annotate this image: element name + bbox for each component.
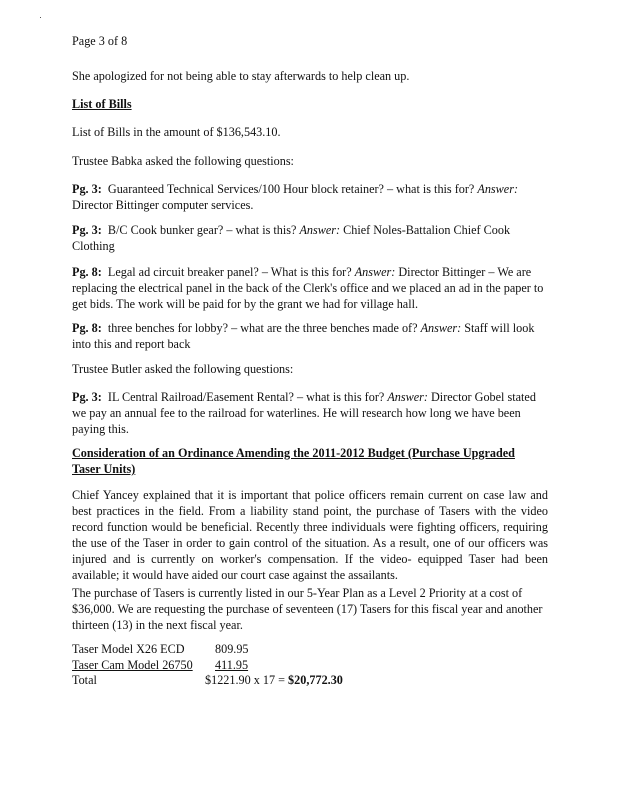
item-name: Taser Cam Model 26750 — [72, 657, 193, 672]
question-text: Guaranteed Technical Services/100 Hour block retainer? – what is this for? — [107, 182, 475, 196]
bills-amount-text: List of Bills in the amount of $136,543.10. — [72, 125, 281, 139]
table-row — [72, 657, 372, 673]
page-ref: Pg. 8: — [72, 321, 102, 335]
answer-text: Chief Noles-Battalion Chief Cook Clothing — [72, 223, 511, 253]
question-item — [72, 181, 548, 213]
table-row — [72, 641, 372, 657]
page-ref: Pg. 3: — [72, 390, 102, 404]
intro-paragraph: She apologized for not being able to stay afterwards to help clean up. — [72, 69, 410, 83]
question-item — [72, 389, 548, 437]
item-price: 411.95 — [215, 657, 249, 672]
ordinance-heading: Consideration of an Ordinance Amending the 2011-2012 Budget (Purchase Upgraded Taser Units) — [72, 446, 515, 476]
question-item — [72, 264, 548, 312]
page-ref: Pg. 3: — [72, 182, 102, 196]
page-ref: Pg. 3: — [72, 223, 102, 237]
question-text: IL Central Railroad/Easement Rental? – what is this for? — [107, 390, 385, 404]
question-text: B/C Cook bunker gear? – what is this? — [107, 223, 297, 237]
question-text: three benches for lobby? – what are the three benches made of? — [107, 321, 418, 335]
answer-label: Answer: — [354, 265, 396, 279]
page-number: Page 3 of 8 — [72, 34, 128, 48]
butler-questions-intro: Trustee Butler asked the following questions: — [72, 362, 294, 376]
item-price: 809.95 — [215, 642, 249, 656]
page-ref: Pg. 8: — [72, 265, 102, 279]
answer-text: Director Gobel stated we pay an annual fee to the railroad for waterlines. He will research how long we have been paying this. — [72, 390, 536, 436]
ordinance-paragraph-1: Chief Yancey explained that it is important that police officers remain current on case law and best practices in the field. From a liability stand point, the purchase of Tasers with the video record function would be beneficial. Recently three individuals were fighting officers, requiring the use of the Taser in order to gain control of the situation. As a result, one of our officers was injured and is currently on worker's compensation. If the video- equipped Taser had been available; it would have aided our court case against the assailants. — [72, 488, 548, 582]
total-calculation: $1221.90 x 17 = — [205, 673, 289, 687]
question-item — [72, 222, 548, 254]
answer-text: Staff will look into this and report back — [72, 321, 535, 351]
item-name: Taser Model X26 ECD — [72, 642, 185, 656]
answer-label: Answer: — [299, 223, 341, 237]
answer-label: Answer: — [420, 321, 462, 335]
total-label: Total — [72, 673, 97, 687]
total-value: $20,772.30 — [288, 673, 343, 687]
list-of-bills-heading: List of Bills — [72, 97, 132, 111]
question-item — [72, 320, 548, 352]
answer-text: Director Bittinger – We are replacing the electrical panel in the back of the Clerk's office and we placed an ad in the paper to get bids. The work will be paid for by the grant we had for village hall. — [72, 265, 544, 311]
taser-cost-table — [72, 641, 372, 688]
table-total-row — [72, 672, 372, 688]
scan-speck — [40, 17, 41, 18]
answer-label: Answer: — [477, 182, 519, 196]
babka-questions-intro: Trustee Babka asked the following questions: — [72, 154, 294, 168]
ordinance-paragraph-2: The purchase of Tasers is currently listed in our 5-Year Plan as a Level 2 Priority at a cost of $36,000. We are requesting the purchase of seventeen (17) Tasers for this fiscal year and another thirteen (13) in the next fiscal year. — [72, 586, 543, 632]
total-amount — [205, 672, 343, 688]
question-text: Legal ad circuit breaker panel? – What is this for? — [107, 265, 352, 279]
answer-label: Answer: — [387, 390, 428, 404]
answer-text: Director Bittinger computer services. — [72, 198, 254, 212]
